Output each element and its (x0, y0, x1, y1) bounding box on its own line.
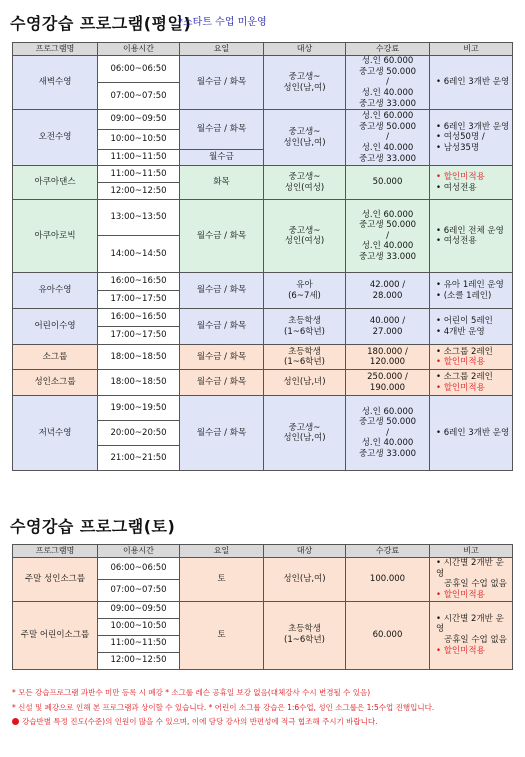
header-time: 이용시간 (98, 43, 180, 56)
days-cell: 월수금 / 화목 (180, 370, 264, 396)
cell-line: (6~7세) (288, 290, 321, 301)
cell-line: (1~6학년) (284, 326, 325, 337)
remark-line: • 시간별 2개반 운영 (436, 558, 510, 579)
target-cell (264, 200, 346, 273)
remarks-cell (430, 200, 513, 273)
remark-line: • 소그룹 2레인 (436, 372, 510, 383)
time-slot: 12:00~12:50 (98, 652, 180, 669)
time-slot: 13:00~13:50 (98, 200, 180, 236)
cell-line: 중고생~ (288, 127, 321, 137)
target-cell (264, 56, 346, 110)
remark-line: • 할인미적용 (436, 590, 510, 601)
target-cell (264, 166, 346, 200)
cell-line: 성인(여성) (284, 182, 325, 193)
target-cell (264, 273, 346, 309)
program-name: 소그룹 (13, 345, 98, 370)
remarks-cell (430, 345, 513, 370)
header-target: 대상 (264, 545, 346, 558)
cell-line: 성.인 40.000 (361, 142, 414, 153)
fee-cell (346, 396, 430, 471)
cell-line: 성인(여성) (284, 236, 325, 247)
program-name: 성인소그룹 (13, 370, 98, 396)
time-slot: 17:00~17:50 (98, 291, 180, 309)
cell-line: 중고생 33.000 (358, 252, 417, 263)
target-cell (264, 558, 346, 602)
remark-line: • 할인미적용 (436, 172, 510, 183)
days-cell: 월수금 / 화목 (180, 200, 264, 273)
cell-line: 중고생 50.000 (358, 121, 417, 132)
time-slot: 10:00~10:50 (98, 130, 180, 150)
days-cell: 월수금 / 화목 (180, 56, 264, 110)
remark-line: • 유아 1레인 운영 (436, 280, 510, 291)
target-cell (264, 309, 346, 345)
table-row (13, 166, 513, 183)
time-slot: 17:00~17:50 (98, 327, 180, 345)
cell-line: 250.000 / (367, 372, 408, 382)
program-name: 아쿠아댄스 (13, 166, 98, 200)
remark-line: • 6레인 3개반 운영 (436, 122, 510, 133)
cell-line: 초등학생 (288, 316, 321, 326)
cell-line: 성.인 40.000 (361, 87, 414, 98)
days-cell: 토 (180, 601, 264, 669)
header-remarks: 비고 (430, 43, 513, 56)
table-row (13, 345, 513, 370)
footnote-3-text: 강습반별 특정 진도(수준)의 인원이 많을 수 있으며, 이에 담당 강사의 반편성에 적극 협조해 주시기 바랍니다. (22, 717, 378, 726)
time-slot: 16:00~16:50 (98, 309, 180, 327)
cell-line: / (386, 132, 389, 143)
time-slot: 06:00~06:50 (98, 56, 180, 83)
footnote-2: * 신설 및 폐강으로 인해 본 프로그램과 상이할 수 있습니다. * 어린이 소그룹 강습은 1:6수업, 성인 소그룹은 1:5수업 진행입니다. (12, 703, 435, 712)
cell-line: 중고생 33.000 (358, 153, 417, 164)
cell-line: 초등학생 (288, 346, 321, 357)
time-slot: 07:00~07:50 (98, 579, 180, 601)
cell-line: 중고생~ (288, 422, 321, 433)
remark-line: • 시간별 2개반 운영 (436, 614, 510, 635)
days-cell: 월수금 / 화목 (180, 110, 264, 150)
remarks-cell (430, 309, 513, 345)
time-slot: 16:00~16:50 (98, 273, 180, 291)
cell-line: 180.000 / (367, 346, 408, 357)
remarks-cell (430, 110, 513, 166)
remark-line: • 6레인 3개반 운영 (436, 77, 510, 88)
program-name: 오전수영 (13, 110, 98, 166)
target-cell (264, 601, 346, 669)
table-row (13, 110, 513, 130)
header-days: 요일 (180, 43, 264, 56)
time-slot: 11:00~11:50 (98, 166, 180, 183)
fee-cell (346, 345, 430, 370)
cell-line: 성.인 60.000 (361, 209, 414, 220)
remarks-cell (430, 56, 513, 110)
remarks-cell (430, 370, 513, 396)
time-slot: 14:00~14:50 (98, 236, 180, 273)
target-cell (264, 345, 346, 370)
fee-cell (346, 110, 430, 166)
cell-line: 성인(남,여) (283, 137, 326, 148)
table-row (13, 370, 513, 396)
fee-cell (346, 166, 430, 200)
remark-line: • 6레인 전체 운영 (436, 226, 510, 237)
footnote-3 (12, 717, 517, 726)
remark-line: • 남성35명 (436, 143, 510, 154)
fee-cell (346, 601, 430, 669)
program-name: 주말 성인소그룹 (13, 558, 98, 602)
cell-line: 60.000 (372, 629, 403, 640)
cell-line: 성.인 60.000 (361, 56, 414, 66)
cell-line: 중고생~ (288, 71, 321, 82)
time-slot: 12:00~12:50 (98, 183, 180, 200)
cell-line: (1~6학년) (284, 635, 325, 645)
cell-line: 성.인 60.000 (361, 406, 414, 417)
remark-line: 공휴일 수업 없음 (444, 635, 507, 645)
table-row (13, 396, 513, 421)
target-cell (264, 110, 346, 166)
time-slot: 11:00~11:50 (98, 635, 180, 652)
remark-line: • 여성전용 (436, 236, 510, 247)
cell-line: 초등학생 (288, 624, 321, 635)
program-name: 새벽수영 (13, 56, 98, 110)
time-slot: 07:00~07:50 (98, 83, 180, 110)
header-program: 프로그램명 (13, 43, 98, 56)
table-row (13, 273, 513, 291)
fee-cell (346, 309, 430, 345)
cell-line: 중고생 33.000 (358, 98, 417, 109)
target-cell (264, 396, 346, 471)
cell-line: 성.인 60.000 (361, 111, 414, 122)
remarks-cell (430, 273, 513, 309)
cell-line: / (386, 77, 389, 88)
header-remarks: 비고 (430, 545, 513, 558)
program-name: 어린이수영 (13, 309, 98, 345)
header-days: 요일 (180, 545, 264, 558)
fee-cell (346, 56, 430, 110)
remarks-cell (430, 558, 513, 602)
cell-line: 중고생~ (288, 172, 321, 182)
target-cell (264, 370, 346, 396)
cell-line: 50.000 (372, 177, 403, 188)
time-slot: 11:00~11:50 (98, 150, 180, 166)
cell-line: 성.인 40.000 (361, 438, 414, 449)
remark-line: • 어린이 5레인 (436, 316, 510, 327)
fee-cell (346, 558, 430, 602)
days-cell: 토 (180, 558, 264, 602)
saturday-title: 수영강습 프로그램(토) (10, 517, 176, 536)
table-row (13, 309, 513, 327)
time-slot: 20:00~20:50 (98, 421, 180, 446)
time-slot: 19:00~19:50 (98, 396, 180, 421)
remark-line: • 소그룹 2레인 (436, 347, 510, 358)
header-fee: 수강료 (346, 43, 430, 56)
days-cell: 월수금 (180, 150, 264, 166)
time-slot: 09:00~09:50 (98, 110, 180, 130)
program-name: 저녁수영 (13, 396, 98, 471)
fee-cell (346, 370, 430, 396)
cell-line: 40.000 / (369, 316, 406, 326)
program-name: 유아수영 (13, 273, 98, 309)
program-name: 주말 어린이소그룹 (13, 601, 98, 669)
remark-line: • 여성50명 / (436, 132, 510, 143)
cell-line: 유아 (296, 280, 313, 290)
cell-line: 중고생 50.000 (358, 417, 417, 428)
days-cell: 월수금 / 화목 (180, 396, 264, 471)
cell-line: 42.000 / (369, 280, 406, 290)
time-slot: 06:00~06:50 (98, 558, 180, 580)
remark-line: 공휴일 수업 없음 (444, 579, 507, 590)
remarks-cell (430, 601, 513, 669)
cell-line: 100.000 (369, 573, 406, 584)
weekday-table (12, 42, 513, 471)
remark-line: • 4개반 운영 (436, 327, 510, 338)
header-target: 대상 (264, 43, 346, 56)
cell-line: 중고생~ (288, 225, 321, 236)
red-dot-icon (12, 718, 19, 725)
weekday-header-row (13, 43, 513, 56)
remark-line: • 할인미적용 (436, 383, 510, 394)
cell-line: 27.000 (372, 326, 403, 337)
cell-line: 성인(남,여) (283, 82, 326, 93)
saturday-table (12, 544, 513, 670)
time-slot: 18:00~18:50 (98, 370, 180, 396)
days-cell: 월수금 / 화목 (180, 309, 264, 345)
table-row (13, 200, 513, 236)
fee-cell (346, 273, 430, 309)
cell-line: 중고생 33.000 (358, 449, 417, 460)
table-row (13, 56, 513, 83)
remark-line: • 6레인 3개반 운영 (436, 428, 510, 439)
weekday-title: 수영강습 프로그램(평일) (10, 14, 192, 33)
time-slot: 10:00~10:50 (98, 618, 180, 635)
remark-line: • (소클 1레인) (436, 291, 510, 302)
header-time: 이용시간 (98, 545, 180, 558)
days-cell: 월수금 / 화목 (180, 273, 264, 309)
cell-line: 성인(남,녀) (283, 377, 326, 388)
days-cell: 월수금 / 화목 (180, 345, 264, 370)
table-row (13, 601, 513, 618)
cell-line: / (386, 427, 389, 438)
time-slot: 21:00~21:50 (98, 446, 180, 471)
header-fee: 수강료 (346, 545, 430, 558)
program-name: 아쿠아로빅 (13, 200, 98, 273)
cell-line: / (386, 230, 389, 241)
remark-line: • 할인미적용 (436, 357, 510, 368)
cell-line: 성인(남,여) (283, 573, 326, 584)
cell-line: 중고생 50.000 (358, 66, 417, 77)
days-cell: 화목 (180, 166, 264, 200)
time-slot: 18:00~18:50 (98, 345, 180, 370)
time-slot: 09:00~09:50 (98, 601, 180, 618)
cell-line: (1~6학년) (284, 357, 325, 368)
remarks-cell (430, 396, 513, 471)
cell-line: 28.000 (372, 290, 403, 301)
header-program: 프로그램명 (13, 545, 98, 558)
weekday-note: *스타트 수업 미운영 (178, 17, 267, 28)
saturday-header-row (13, 545, 513, 558)
fee-cell (346, 200, 430, 273)
table-row (13, 558, 513, 580)
cell-line: 중고생 50.000 (358, 220, 417, 231)
cell-line: 190.000 (369, 382, 406, 393)
cell-line: 성인(남,여) (283, 433, 326, 444)
cell-line: 120.000 (369, 357, 406, 368)
footnote-1: * 모든 강습프로그램 과반수 미만 등록 시 폐강 * 소그룹 레슨 공휴일 보강 없음(대체강사 수시 변경될 수 있음) (12, 688, 371, 697)
remarks-cell (430, 166, 513, 200)
remark-line: • 할인미적용 (436, 646, 510, 657)
remark-line: • 여성전용 (436, 183, 510, 194)
cell-line: 성.인 40.000 (361, 241, 414, 252)
